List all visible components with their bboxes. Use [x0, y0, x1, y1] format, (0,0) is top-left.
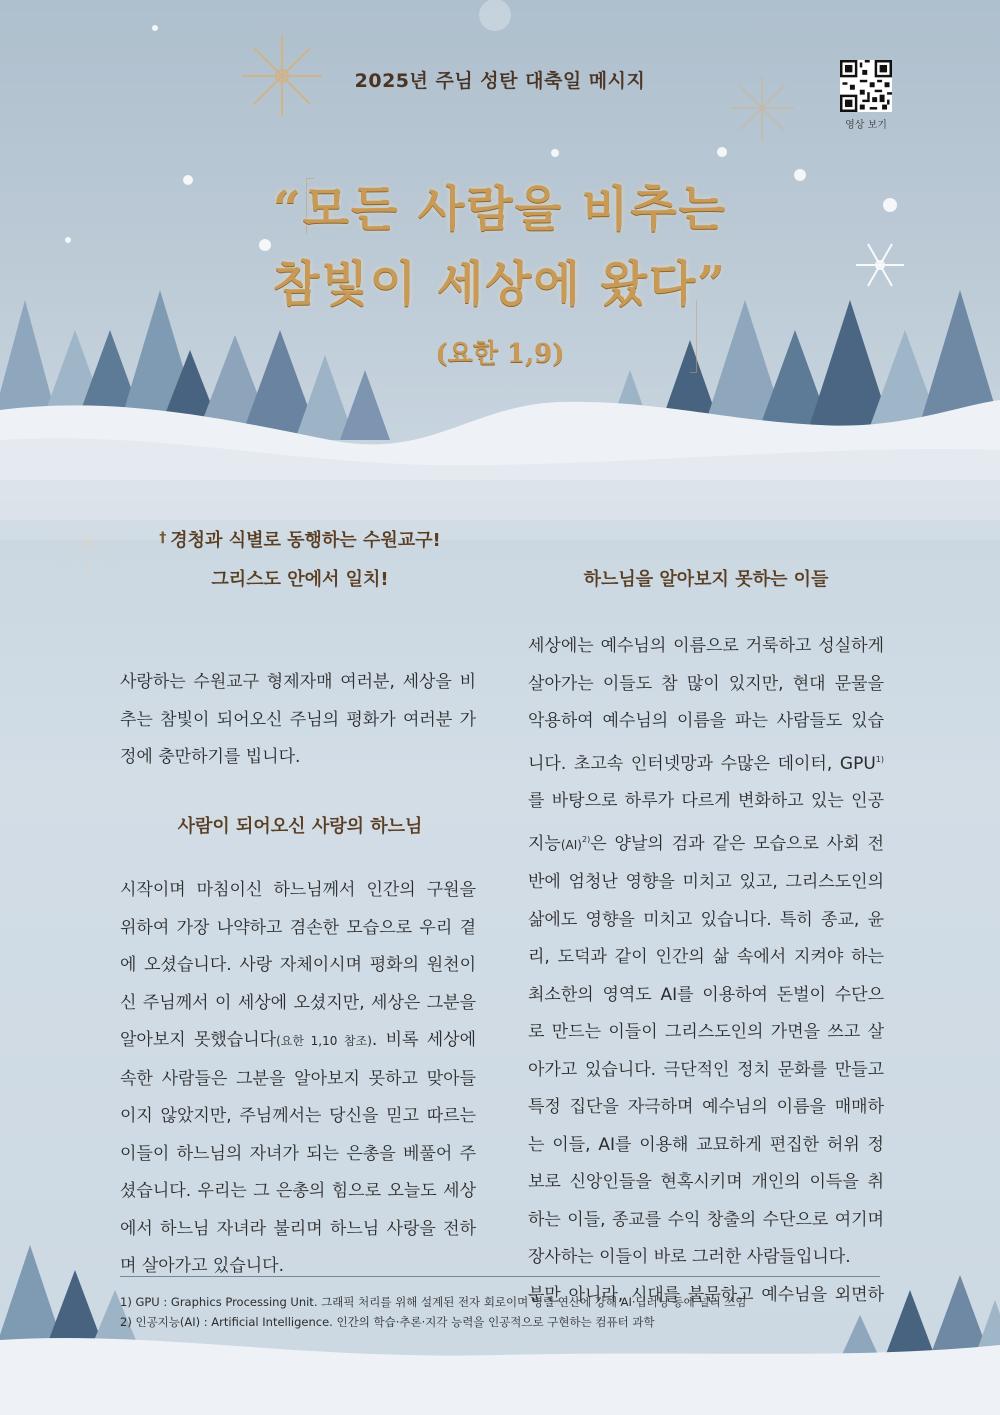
footnote-1: 1) GPU : Graphics Processing Unit. 그래픽 처리를 위해 설계된 전자 회로이며 병렬 연산에 강해 AI·딥러닝 등에 널리 쓰임	[120, 1295, 747, 1309]
footnote-divider	[120, 1276, 880, 1277]
right-body-paragraph: 세상에는 예수님의 이름으로 거룩하고 성실하게 살아가는 이들도 참 많이 있지만, 현대 문물을 악용하여 예수님의 이름을 파는 사람들도 있습 니다. 초고속 인터넷망과 수많은 데이터, GPU$^{1)}$ 를 바탕으로 하루가 다르게 변화하고 있는 인공 지능(AI)$^{2)}$은 양날의 검과 같은 모습으로 사회 전 반에 엄청난 영향을 미치고 있고, 그리스도인의 삶에도 영향을 미치고 있습니다. 특히 종교, 윤 리, 도덕과 같이 인간의 삶 속에서 지켜야 하는 최소한의 영역도 AI를 이용하여 돈벌이 수단으 로 만드는 이들이 그리스도인의 가면을 쓰고 살 아가고 있습니다. 극단적인 정치 문화를 만들고 특정 집단을 자극하며 예수님의 이름을 매매하 는 이들, AI를 이용해 교묘하게 편집한 허위 정 보로 신앙인들을 현혹시키며 개인의 이득을 취 하는 이들, 종교를 수익 창출의 수단으로 여기며 장사하는 이들이 바로 그러한 사람들입니다. 분만 아니라, 시대를 불문하고 예수님을 외면하	[528, 636, 884, 1305]
cross-icon: †	[159, 530, 167, 546]
header-title: 2025년 주님 성탄 대축일 메시지	[354, 70, 646, 92]
line-with-reference: 알아보지 못했습니다(요한 1,10 참조). 비록 세상에	[120, 1030, 476, 1050]
right-section-title: 하느님을 알아보지 못하는 이들	[583, 569, 829, 590]
bible-reference: (요한 1,9)	[435, 339, 565, 369]
left-body-paragraph: 시작이며 마침이신 하느님께서 인간의 구원을 위하여 가장 나약하고 겸손한 모습으로 우리 곁 에 오셨습니다. 사랑 자체이시며 평화의 원천이 신 주님께서 이 세상에 오셨지만, 세상은 그분을 알아보지 못했습니다(요한 1,10 참조). 비록 세상에 속한 사람들은 그분을 알아보지 못하고 맞아들 이지 않았지만, 주님께서는 당신을 믿고 따르는 이들이 하느님의 자녀가 되는 은총을 베풀어 주 셨습니다. 우리는 그 은총의 힘으로 오늘도 세상 에서 하느님 자녀라 불리며 하느님 사랑을 전하 며 살아가고 있습니다.	[120, 880, 476, 1276]
main-title-line2: 참빛이 세상에 왔다”	[273, 256, 727, 312]
qr-code[interactable]	[840, 60, 892, 112]
footnote-marker-1[interactable]: 1)	[875, 754, 884, 764]
line-with-footnote-1: 니다. 초고속 인터넷망과 수많은 데이터, GPU$^{1)}$	[528, 753, 884, 774]
footnote-marker-2[interactable]: 2)	[581, 834, 591, 844]
qr-label: 영상 보기	[845, 120, 887, 131]
footnote-2: 2) 인공지능(AI) : Artificial Intelligence. 인간의 학습·추론·지각 능력을 인공적으로 구현하는 컴퓨터 과학	[120, 1315, 655, 1329]
line-with-footnote-2: 지능(AI)$^{2)}$은 양날의 검과 같은 모습으로 사회 전	[528, 833, 884, 854]
left-section-title: 사람이 되어오신 사랑의 하느님	[177, 816, 423, 837]
scripture-citation: (요한 1,10 참조)	[276, 1034, 372, 1048]
greeting-paragraph: 사랑하는 수원교구 형제자매 여러분, 세상을 비 추는 참빛이 되어오신 주님의 평화가 여러분 가 정에 충만하기를 빕니다.	[120, 672, 476, 767]
footnotes	[120, 1292, 900, 1332]
main-title-line1: “모든 사람을 비추는	[273, 181, 727, 237]
slogan-line2: 그리스도 안에서 일치!	[211, 569, 389, 590]
slogan-line1: † 경청과 식별로 동행하는 수원교구!	[159, 530, 441, 551]
